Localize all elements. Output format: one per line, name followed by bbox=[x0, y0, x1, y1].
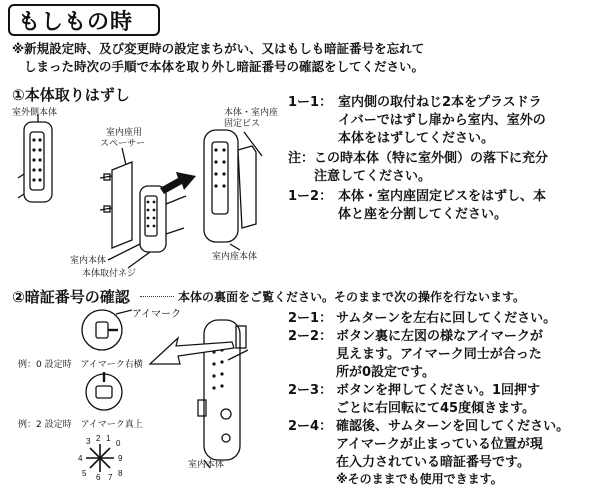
label-example-0: 例：0 設定時 アイマーク右横 bbox=[18, 360, 143, 370]
notice-line-1: ※新規設定時、及び変更時の設定まちがい、又はもしも暗証番号を忘れて bbox=[12, 41, 425, 56]
removal-illustration bbox=[0, 0, 300, 290]
section2-intro: 本体の裏面をご覧ください。そのままで次の操作を行ないます。 bbox=[178, 290, 526, 304]
label-indoor-body: 室内本体 bbox=[70, 256, 107, 266]
step-2-2-line1: ボタン裏に左図の様なアイマークが bbox=[336, 329, 543, 344]
step-2-1-number: 2ー1： bbox=[288, 311, 333, 326]
dial-digit-3: 3 bbox=[86, 437, 91, 446]
step-1-1-line2: イバーではずし扉から室内、室外の bbox=[338, 113, 546, 128]
dial-digit-9: 9 bbox=[118, 454, 123, 463]
step-2-2-line2: 見えます。アイマーク同士が合った bbox=[336, 347, 542, 362]
label-indoor-body-2: 室内本体 bbox=[188, 460, 225, 470]
section2-heading: ②暗証番号の確認 bbox=[12, 288, 130, 306]
dial-digit-0: 0 bbox=[116, 439, 121, 448]
step-2-3-line2: ごとに右回転にて45度傾きます。 bbox=[336, 401, 536, 416]
label-mounting-screw: 本体取付ネジ bbox=[82, 269, 137, 279]
step-2-2-number: 2ー2： bbox=[288, 329, 333, 344]
label-spacer-line2: スペーサー bbox=[100, 139, 146, 149]
note-number: 注： bbox=[288, 151, 315, 166]
step-1-1-line3: 本体をはずしてください。 bbox=[338, 131, 495, 146]
step-2-3-number: 2ー3： bbox=[288, 383, 333, 398]
dial-digit-2: 2 bbox=[96, 434, 101, 443]
label-fixing-screw-line1: 本体・室内座 bbox=[224, 108, 279, 118]
step-2-4-line1: 確認後、サムターンを回してください。 bbox=[336, 419, 570, 434]
step-1-1-line1: 室内側の取付ねじ2本をプラスドラ bbox=[338, 95, 542, 110]
label-outdoor-body: 室外側本体 bbox=[12, 108, 58, 118]
code-check-illustration bbox=[0, 300, 290, 488]
note-line1: この時本体（特に室外側）の落下に充分 bbox=[314, 151, 549, 166]
notice-line-2: しまった時次の手順で本体を取り外し暗証番号の確認をしてください。 bbox=[24, 59, 425, 74]
label-fixing-screw-line2: 固定ビス bbox=[224, 119, 261, 129]
step-2-4-number: 2ー4： bbox=[288, 419, 333, 434]
note-line2: 注意してください。 bbox=[314, 169, 432, 184]
section1-heading: ①本体取りはずし bbox=[12, 86, 130, 104]
step-1-1-number: 1ー1： bbox=[288, 95, 333, 110]
leader-dots bbox=[140, 296, 174, 297]
dial-digit-4: 4 bbox=[78, 454, 83, 463]
page-title: もしもの時 bbox=[8, 4, 160, 36]
step-1-2-line1: 本体・室内座固定ビスをはずし、本 bbox=[338, 189, 547, 204]
dial-digit-6: 6 bbox=[96, 473, 101, 482]
step-1-2-line2: 体と座を分割してください。 bbox=[338, 207, 508, 222]
step-2-2-line3: 所が0設定です。 bbox=[336, 365, 436, 380]
step-2-1-line1: サムターンを左右に回してください。 bbox=[336, 311, 557, 326]
label-eye-mark: アイマーク bbox=[132, 309, 182, 320]
dial-digit-5: 5 bbox=[82, 469, 87, 478]
dial-digit-8: 8 bbox=[118, 469, 123, 478]
step-2-4-line4: ※そのままでも使用できます。 bbox=[336, 472, 503, 486]
step-2-4-line2: アイマークが止まっている位置が現 bbox=[336, 437, 543, 452]
dial-digit-7: 7 bbox=[108, 473, 113, 482]
step-1-2-number: 1ー2： bbox=[288, 189, 333, 204]
dial-digit-1: 1 bbox=[106, 434, 111, 443]
step-2-4-line3: 在入力されている暗証番号です。 bbox=[336, 455, 530, 470]
label-spacer-line1: 室内座用 bbox=[106, 128, 143, 138]
label-indoor-seat: 室内座本体 bbox=[212, 252, 258, 262]
label-example-2: 例：2 設定時 アイマーク真上 bbox=[18, 420, 143, 430]
step-2-3-line1: ボタンを押してください。1回押す bbox=[336, 383, 541, 398]
